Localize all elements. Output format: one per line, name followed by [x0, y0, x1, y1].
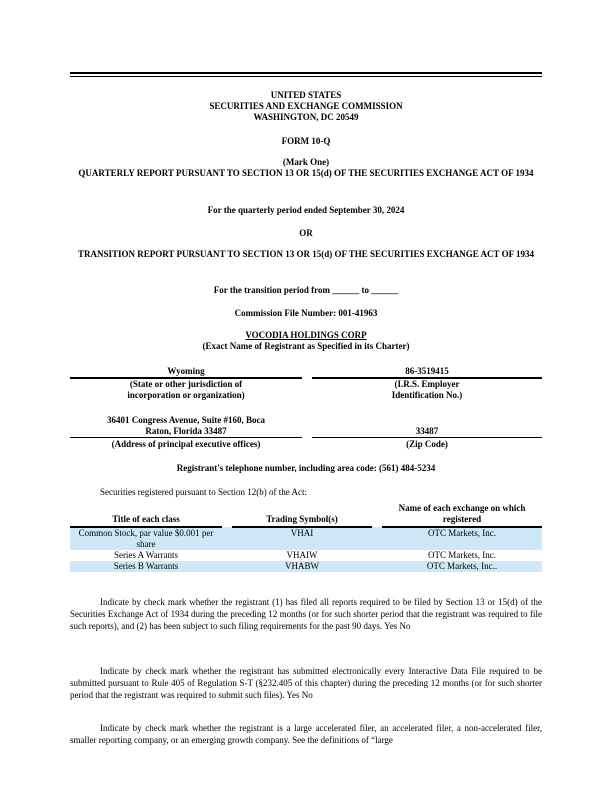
- row-symbol: VHABW: [285, 561, 319, 571]
- company-caption: (Exact Name of Registrant as Specified in its Charter): [202, 341, 410, 351]
- quarterly-report-text: QUARTERLY REPORT PURSUANT TO SECTION 13 OR 15(d) OF THE SECURITIES EXCHANGE ACT OF 1934: [78, 168, 534, 178]
- commission-file-number: Commission File Number: 001-41963: [234, 308, 378, 318]
- zip-caption: (Zip Code): [406, 439, 448, 449]
- quarterly-period: For the quarterly period ended September 30, 2024: [207, 205, 405, 215]
- p1-text: Indicate by check mark whether the registrant (1) has filed all reports required to be filed by Section 13 or 15(d) of the Securities Exchange Act of 1934 during the preceding 12 months (or for such shorter period that the registrant was required to file such reports), and (2) has been subject to such filing requirements for the past 90 days.: [70, 597, 542, 631]
- securities-intro: Securities registered pursuant to Section 12(b) of the Act:: [100, 487, 307, 497]
- securities-table: [70, 503, 542, 572]
- heading-line-3: WASHINGTON, DC 20549: [253, 112, 359, 122]
- row-exchange: OTC Markets, Inc..: [426, 561, 498, 571]
- heading-line-1: UNITED STATES: [270, 90, 342, 100]
- row-symbol: VHAIW: [286, 550, 318, 560]
- mark-one: (Mark One): [282, 157, 330, 167]
- table-header-row: [70, 503, 542, 527]
- row-exchange: OTC Markets, Inc.: [428, 528, 496, 538]
- quarterly-report-option[interactable]: [70, 168, 542, 179]
- p1-no-label: No: [399, 621, 411, 631]
- top-rule-thin: [70, 76, 542, 77]
- filer-status-paragraph: Indicate by check mark whether the registrant is a large accelerated filer, an accelerated filer, a non-accelerated filer, smaller reporting company, or an emerging growth company. See the definitions of “large: [70, 723, 542, 745]
- ein-caption-line-2: Identification No.): [391, 390, 463, 400]
- interactive-data-paragraph: [70, 665, 542, 702]
- table-row: [70, 527, 542, 550]
- header-title: Title of each class: [70, 503, 222, 527]
- transition-report-option[interactable]: [70, 249, 542, 260]
- zip-value: 33487: [415, 426, 439, 436]
- header-symbol: Trading Symbol(s): [232, 503, 372, 527]
- row-title: Common Stock, par value $0.001 per share: [78, 528, 214, 549]
- zip-rule: [312, 437, 542, 438]
- address-value: [70, 415, 302, 437]
- filing-compliance-paragraph: [70, 596, 542, 633]
- header-exchange: Name of each exchange on which registered: [382, 503, 542, 527]
- address-rule: [70, 437, 302, 438]
- state-value: Wyoming: [167, 366, 205, 376]
- address-line-2: Raton, Florida 33487: [145, 426, 227, 436]
- address-line-1: 36401 Congress Avenue, Suite #160, Boca: [107, 415, 265, 425]
- company-block: [70, 330, 542, 352]
- address-caption: (Address of principal executive offices): [111, 439, 261, 449]
- state-caption: [70, 379, 302, 401]
- form-type: FORM 10-Q: [281, 136, 331, 146]
- ein-caption: [312, 379, 542, 401]
- transition-report-text: TRANSITION REPORT PURSUANT TO SECTION 13 OR 15(d) OF THE SECURITIES EXCHANGE ACT OF 1934: [77, 249, 535, 259]
- p2-yes-label: Yes: [286, 690, 300, 700]
- table-row: [70, 550, 542, 561]
- ein-value: 86-3519415: [405, 366, 449, 376]
- row-exchange: OTC Markets, Inc.: [428, 550, 496, 560]
- agency-heading: [70, 90, 542, 123]
- p2-no-label: No: [301, 690, 313, 700]
- p1-yes-label: Yes: [384, 621, 398, 631]
- registrant-telephone: Registrant's telephone number, including area code: (561) 484-5234: [176, 463, 436, 473]
- row-symbol: VHAI: [290, 528, 314, 538]
- table-row: [70, 561, 542, 572]
- row-title: Series B Warrants: [113, 561, 179, 571]
- or-separator: OR: [299, 228, 313, 238]
- heading-line-2: SECURITIES AND EXCHANGE COMMISSION: [209, 101, 403, 111]
- state-caption-line-1: (State or other jurisdiction of: [129, 379, 243, 389]
- state-caption-line-2: incorporation or organization): [127, 390, 245, 400]
- top-rule: [70, 72, 542, 74]
- p2-text: Indicate by check mark whether the registrant has submitted electronically every Interactive Data File required to be submitted pursuant to Rule 405 of Regulation S-T (§232.405 of this chapter) during the preceding 12 months (or for such shorter period that the registrant was required to submit such files).: [70, 666, 542, 700]
- company-name: VOCODIA HOLDINGS CORP: [245, 330, 367, 340]
- row-title: Series A Warrants: [113, 550, 179, 560]
- ein-caption-line-1: (I.R.S. Employer: [394, 379, 460, 389]
- transition-period: For the transition period from ______ to ______: [213, 285, 399, 295]
